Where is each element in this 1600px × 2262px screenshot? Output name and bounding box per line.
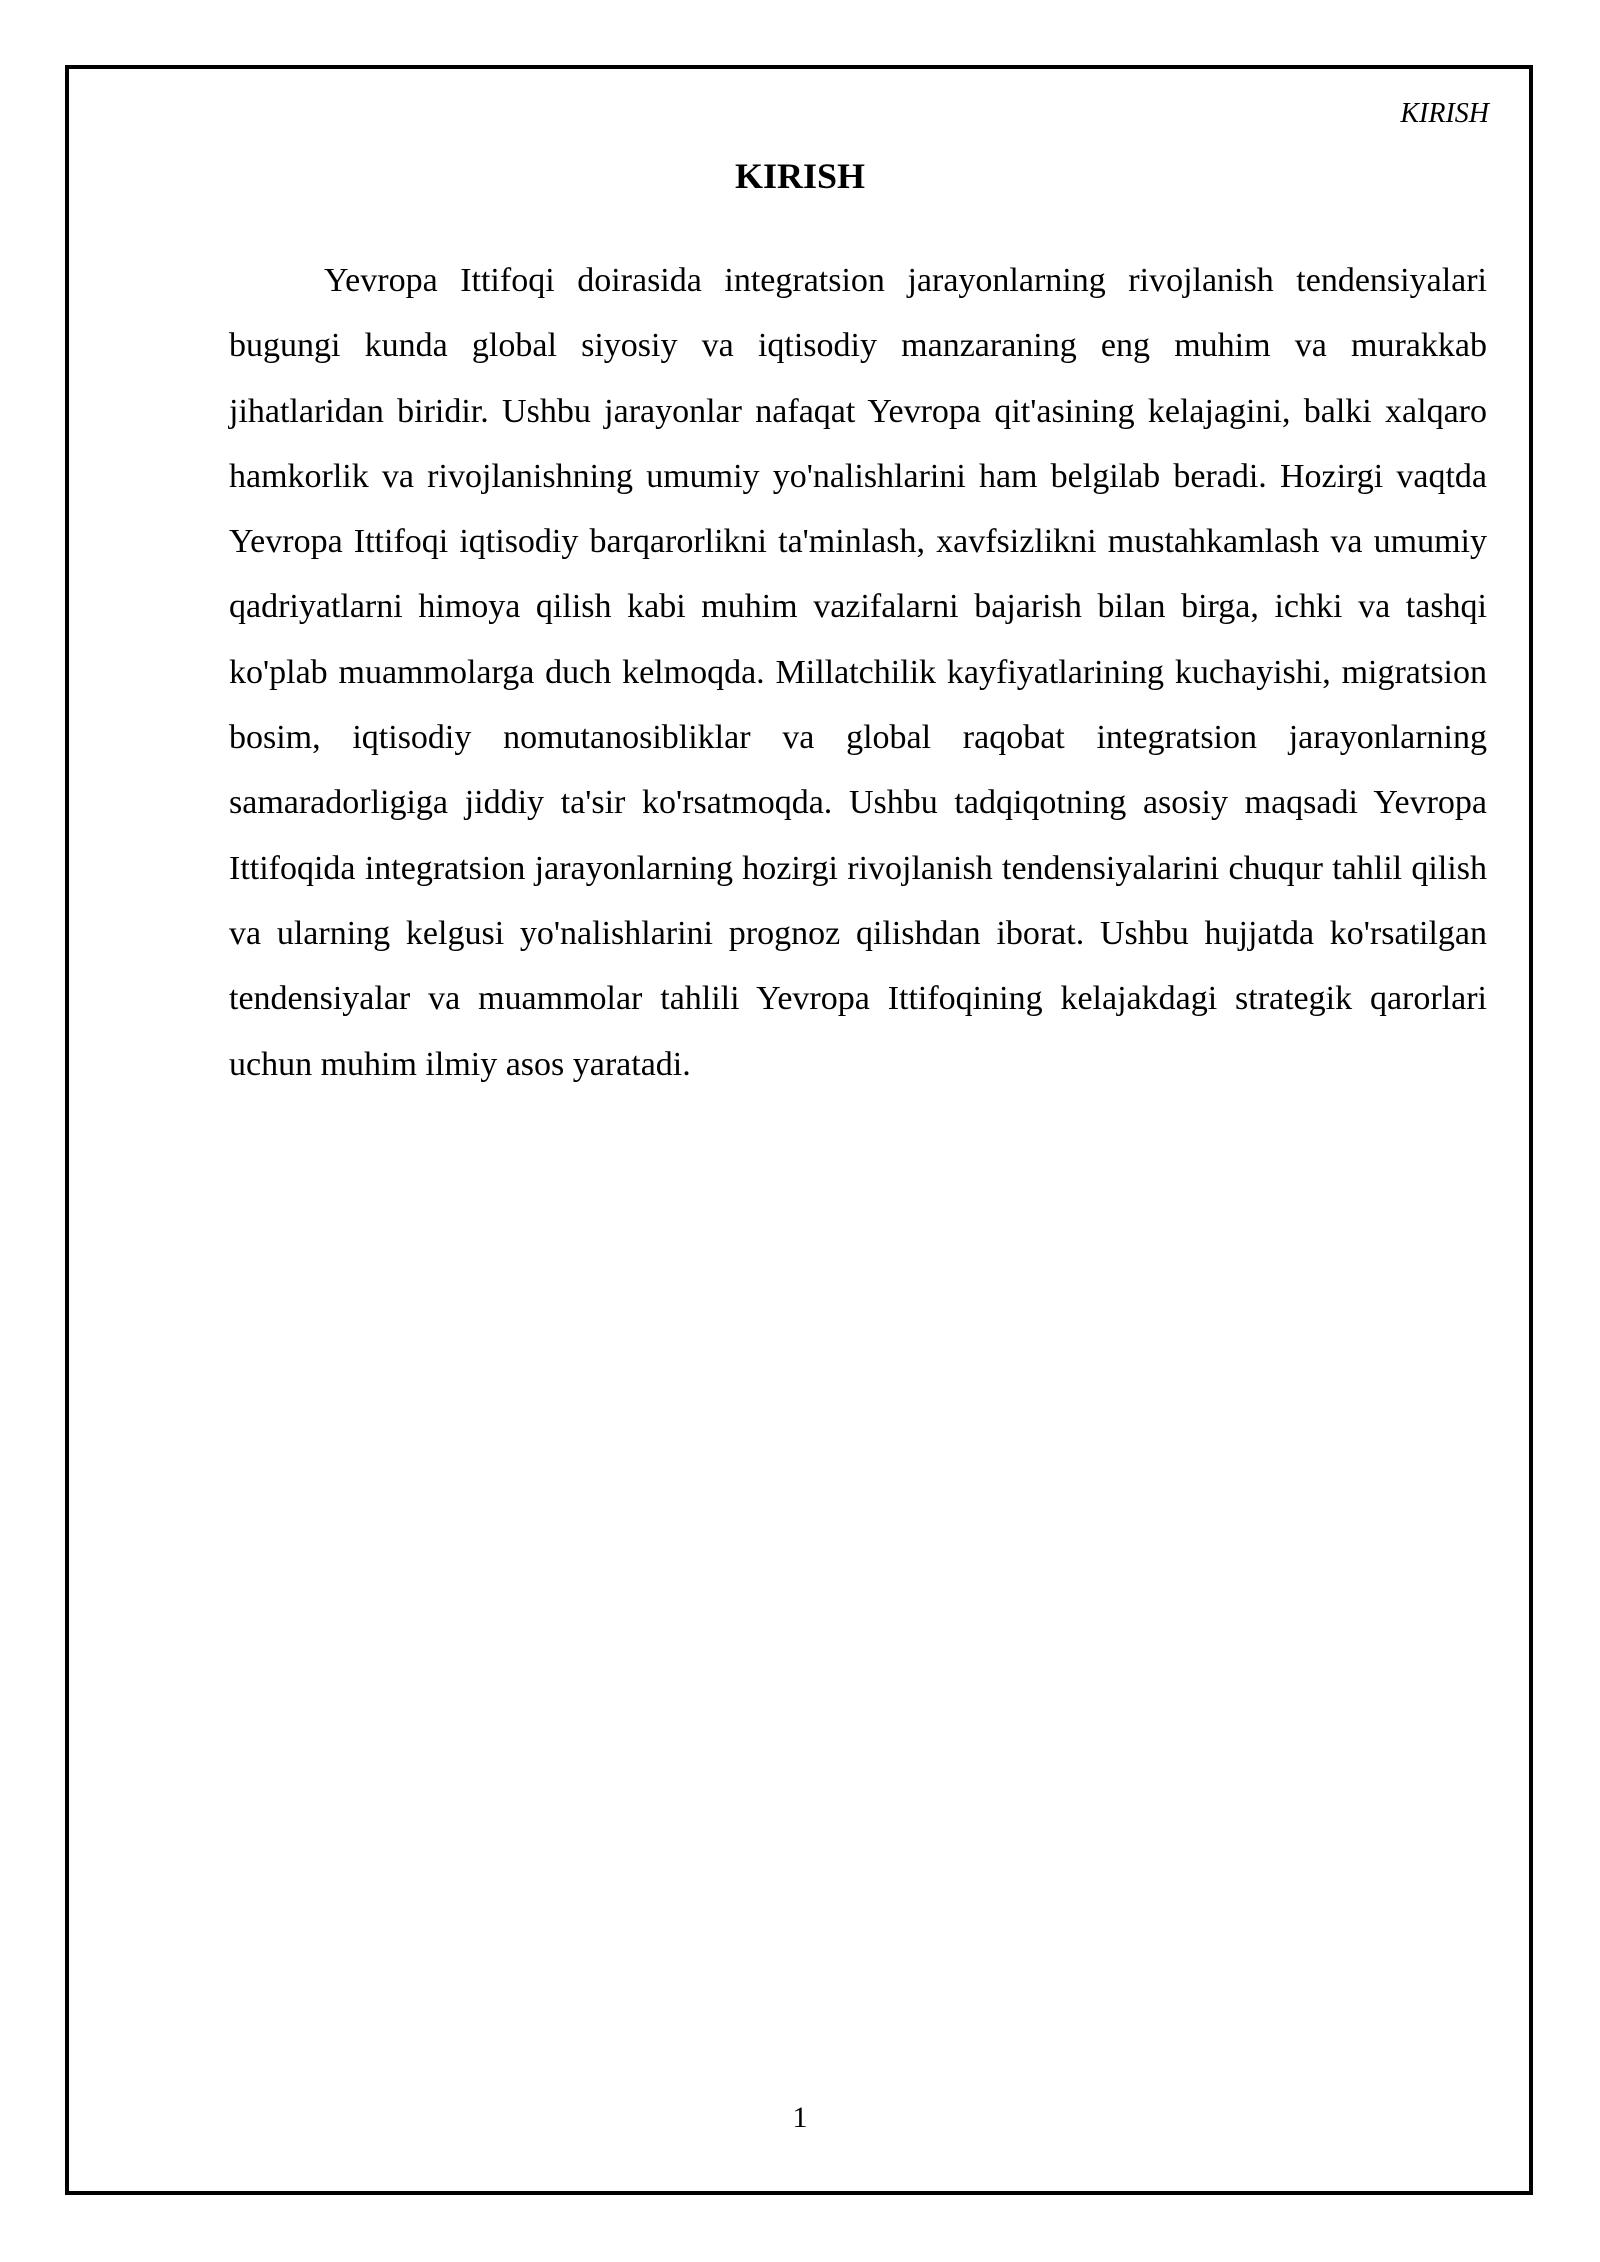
page-number: 1 (792, 2101, 808, 2134)
body-paragraph: Yevropa Ittifoqi doirasida integratsion jarayonlarning rivojlanish tendensiyalari bugungi kunda global siyosiy va iqtisodiy manzaraning eng muhim va murakkab jihatlaridan biridir. Ushbu jarayonlar nafaqat Yevropa qit'asining kelajagini, balki xalqaro hamkorlik va rivojlanishning umumiy yo'nalishlarini ham belgilab beradi. Hozirgi vaqtda Yevropa Ittifoqi iqtisodiy barqarorlikni ta'minlash, xavfsizlikni mustahkamlash va umumiy qadriyatlarni himoya qilish kabi muhim vazifalarni bajarish bilan birga, ichki va tashqi ko'plab muammolarga duch kelmoqda. Millatchilik kayfiyatlarining kuchayishi, migratsion bosim, iqtisodiy nomutanosibliklar va global raqobat integratsion jarayonlarning samaradorligiga jiddiy ta'sir ko'rsatmoqda. Ushbu tadqiqotning asosiy maqsadi Yevropa Ittifoqida integratsion jarayonlarning hozirgi rivojlanish tendensiyalarini chuqur tahlil qilish va ularning kelgusi yo'nalishlarini prognoz qilishdan iborat. Ushbu hujjatda ko'rsatilgan tendensiyalar va muammolar tahlili Yevropa Ittifoqining kelajakdagi strategik qarorlari uchun muhim ilmiy asos yaratadi. (229, 262, 1487, 1083)
page-title: KIRISH (734, 156, 866, 196)
running-header: KIRISH (1400, 98, 1489, 129)
